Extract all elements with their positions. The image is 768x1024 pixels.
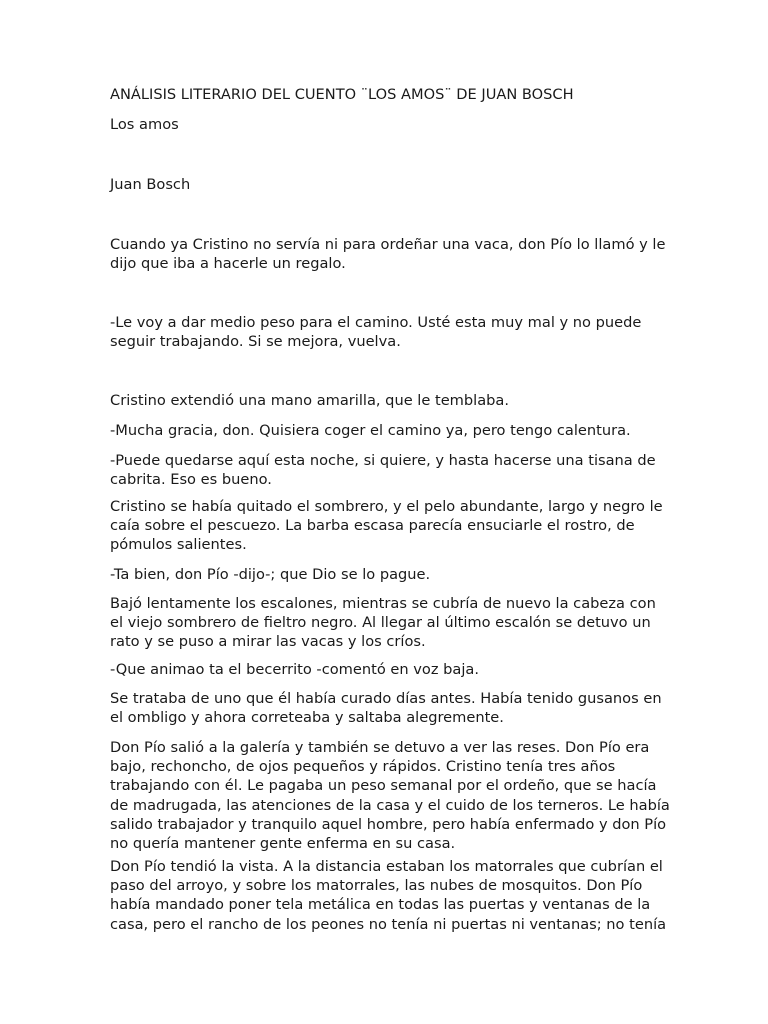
- document-title: ANÁLISIS LITERARIO DEL CUENTO ¨LOS AMOS¨ DE JUAN BOSCH: [110, 86, 574, 103]
- paragraph: Bajó lentamente los escalones, mientras se cubría de nuevo la cabeza con el viejo sombrero de fieltro negro. Al llegar al último escalón se detuvo un rato y se puso a mirar las vacas y los críos.: [110, 595, 656, 651]
- paragraph: Cristino se había quitado el sombrero, y el pelo abundante, largo y negro le caía sobre el pescuezo. La barba escasa parecía ensuciarle el rostro, de pómulos salientes.: [110, 498, 663, 554]
- paragraph: Cuando ya Cristino no servía ni para ordeñar una vaca, don Pío lo llamó y le dijo que iba a hacerle un regalo.: [110, 236, 666, 273]
- paragraph: -Mucha gracia, don. Quisiera coger el camino ya, pero tengo calentura.: [110, 422, 631, 439]
- paragraph: Don Pío tendió la vista. A la distancia estaban los matorrales que cubrían el paso del arroyo, y sobre los matorrales, las nubes de mosquitos. Don Pío había mandado poner tela metálica en todas las puertas y ventanas de la casa, pero el rancho de los peones no tenía ni puertas ni ventanas; no tenía: [110, 858, 667, 933]
- paragraph: Se trataba de uno que él había curado días antes. Había tenido gusanos en el ombligo y ahora correteaba y saltaba alegremente.: [110, 690, 662, 727]
- story-title: Los amos: [110, 116, 179, 133]
- paragraph: -Puede quedarse aquí esta noche, si quiere, y hasta hacerse una tisana de cabrita. Eso es bueno.: [110, 452, 656, 489]
- paragraph: -Que animao ta el becerrito -comentó en voz baja.: [110, 661, 479, 678]
- paragraph: Cristino extendió una mano amarilla, que le temblaba.: [110, 392, 510, 409]
- author-name: Juan Bosch: [110, 176, 191, 193]
- paragraph: -Le voy a dar medio peso para el camino. Usté esta muy mal y no puede seguir trabajando. Si se mejora, vuelva.: [110, 314, 642, 351]
- paragraph: -Ta bien, don Pío -dijo-; que Dio se lo pague.: [110, 566, 431, 583]
- paragraph: Don Pío salió a la galería y también se detuvo a ver las reses. Don Pío era bajo, rechoncho, de ojos pequeños y rápidos. Cristino tenía tres años trabajando con él. Le pagaba un peso semanal por el ordeño, que se hacía de madrugada, las atenciones de la casa y el cuido de los terneros. Le había salido trabajador y tranquilo aquel hombre, pero había enfermado y don Pío no quería mantener gente enferma en su casa.: [110, 739, 670, 853]
